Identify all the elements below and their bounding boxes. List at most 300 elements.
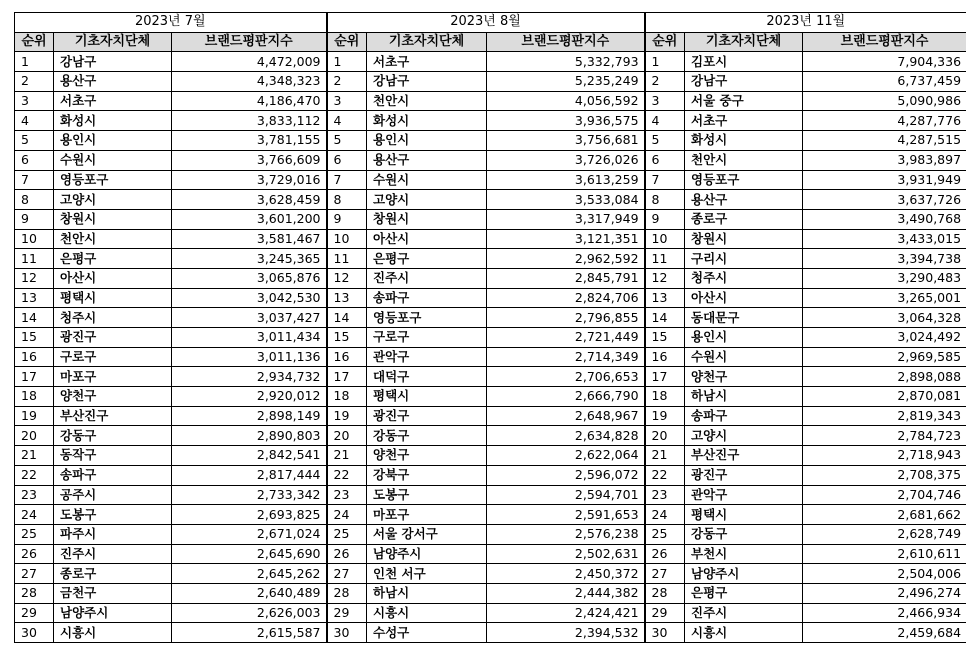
district-name-cell: 양천구 [54,387,172,407]
reputation-index-cell: 3,490,768 [803,209,966,229]
district-name-cell: 화성시 [367,111,487,131]
reputation-index-cell: 3,533,084 [487,190,645,210]
rank-cell: 26 [327,544,367,564]
rank-cell: 12 [327,268,367,288]
reputation-index-cell: 2,819,343 [803,406,966,426]
rank-cell: 30 [327,623,367,643]
district-name-cell: 창원시 [367,209,487,229]
reputation-index-cell: 3,726,026 [487,150,645,170]
reputation-index-cell: 2,824,706 [487,288,645,308]
rank-cell: 27 [327,564,367,584]
index-header: 브랜드평판지수 [803,32,966,52]
rank-cell: 19 [645,406,685,426]
rank-cell: 30 [645,623,685,643]
rank-cell: 3 [645,91,685,111]
district-name-cell: 송파구 [367,288,487,308]
reputation-index-cell: 2,934,732 [172,367,327,387]
reputation-index-cell: 3,637,726 [803,190,966,210]
rank-cell: 18 [327,387,367,407]
reputation-index-cell: 2,845,791 [487,268,645,288]
table-row [15,426,966,446]
reputation-index-cell: 2,784,723 [803,426,966,446]
district-name-cell: 영등포구 [685,170,803,190]
table-row [15,190,966,210]
rank-cell: 14 [645,308,685,328]
district-name-cell: 창원시 [54,209,172,229]
column-header-row [15,32,966,52]
rank-cell: 9 [645,209,685,229]
rank-cell: 12 [15,268,54,288]
rank-cell: 28 [327,583,367,603]
district-name-cell: 용인시 [685,328,803,348]
table-row [15,249,966,269]
reputation-index-cell: 3,064,328 [803,308,966,328]
reputation-index-cell: 2,969,585 [803,347,966,367]
reputation-index-cell: 2,615,587 [172,623,327,643]
reputation-index-cell: 2,962,592 [487,249,645,269]
rank-cell: 1 [645,52,685,72]
rank-cell: 23 [327,485,367,505]
rank-cell: 6 [327,150,367,170]
district-name-cell: 광진구 [367,406,487,426]
rank-cell: 27 [15,564,54,584]
district-name-cell: 평택시 [685,505,803,525]
district-name-cell: 천안시 [685,150,803,170]
district-name-cell: 강남구 [54,52,172,72]
rank-cell: 20 [645,426,685,446]
district-name-cell: 서울 중구 [685,91,803,111]
reputation-index-cell: 4,348,323 [172,72,327,92]
district-name-cell: 은평구 [685,583,803,603]
rank-header: 순위 [15,32,54,52]
name-header: 기초자치단체 [367,32,487,52]
rank-cell: 24 [645,505,685,525]
reputation-index-cell: 2,898,088 [803,367,966,387]
district-name-cell: 마포구 [54,367,172,387]
reputation-index-cell: 3,290,483 [803,268,966,288]
rank-cell: 28 [15,583,54,603]
reputation-index-cell: 2,502,631 [487,544,645,564]
district-name-cell: 은평구 [367,249,487,269]
rank-cell: 11 [15,249,54,269]
table-row [15,52,966,72]
rank-cell: 8 [645,190,685,210]
table-row [15,406,966,426]
rank-cell: 16 [645,347,685,367]
reputation-index-cell: 3,936,575 [487,111,645,131]
district-name-cell: 남양주시 [367,544,487,564]
reputation-index-cell: 4,287,515 [803,131,966,151]
reputation-index-cell: 2,645,690 [172,544,327,564]
reputation-index-cell: 2,640,489 [172,583,327,603]
rank-cell: 26 [645,544,685,564]
rank-cell: 11 [645,249,685,269]
rank-cell: 15 [327,328,367,348]
rank-cell: 14 [327,308,367,328]
reputation-index-cell: 5,332,793 [487,52,645,72]
reputation-index-cell: 2,666,790 [487,387,645,407]
district-name-cell: 구리시 [685,249,803,269]
rank-cell: 16 [327,347,367,367]
reputation-index-cell: 3,756,681 [487,131,645,151]
rank-cell: 26 [15,544,54,564]
period-label: 2023년 7월 [15,13,327,33]
reputation-index-cell: 2,450,372 [487,564,645,584]
rank-cell: 28 [645,583,685,603]
district-name-cell: 영등포구 [367,308,487,328]
district-name-cell: 용산구 [685,190,803,210]
district-name-cell: 창원시 [685,229,803,249]
rank-cell: 8 [327,190,367,210]
reputation-index-cell: 2,714,349 [487,347,645,367]
reputation-index-cell: 3,433,015 [803,229,966,249]
reputation-index-cell: 2,796,855 [487,308,645,328]
district-name-cell: 도봉구 [54,505,172,525]
rank-cell: 3 [327,91,367,111]
rank-cell: 17 [645,367,685,387]
district-name-cell: 강동구 [685,524,803,544]
rank-header: 순위 [645,32,685,52]
rank-cell: 18 [15,387,54,407]
district-name-cell: 공주시 [54,485,172,505]
rank-cell: 4 [645,111,685,131]
reputation-index-cell: 3,011,136 [172,347,327,367]
table-row [15,446,966,466]
reputation-index-cell: 2,706,653 [487,367,645,387]
rank-cell: 6 [15,150,54,170]
district-name-cell: 은평구 [54,249,172,269]
district-name-cell: 금천구 [54,583,172,603]
rank-cell: 22 [327,465,367,485]
rank-cell: 24 [327,505,367,525]
reputation-index-cell: 3,931,949 [803,170,966,190]
reputation-index-cell: 3,042,530 [172,288,327,308]
table-row [15,524,966,544]
district-name-cell: 평택시 [54,288,172,308]
district-name-cell: 천안시 [367,91,487,111]
district-name-cell: 진주시 [367,268,487,288]
district-name-cell: 수원시 [685,347,803,367]
district-name-cell: 광진구 [685,465,803,485]
district-name-cell: 김포시 [685,52,803,72]
district-name-cell: 부산진구 [685,446,803,466]
district-name-cell: 양천구 [685,367,803,387]
ranking-table-container [14,12,966,643]
reputation-index-cell: 4,186,470 [172,91,327,111]
table-row [15,288,966,308]
table-row [15,347,966,367]
reputation-index-cell: 5,090,986 [803,91,966,111]
reputation-index-cell: 2,842,541 [172,446,327,466]
district-name-cell: 동작구 [54,446,172,466]
table-row [15,308,966,328]
rank-cell: 30 [15,623,54,643]
reputation-index-cell: 4,287,776 [803,111,966,131]
rank-cell: 7 [645,170,685,190]
rank-cell: 1 [327,52,367,72]
district-name-cell: 천안시 [54,229,172,249]
table-row [15,72,966,92]
table-row [15,111,966,131]
rank-cell: 22 [645,465,685,485]
rank-cell: 8 [15,190,54,210]
table-row [15,150,966,170]
district-name-cell: 서초구 [54,91,172,111]
rank-cell: 10 [15,229,54,249]
rank-cell: 10 [327,229,367,249]
rank-cell: 25 [15,524,54,544]
rank-cell: 2 [327,72,367,92]
rank-cell: 22 [15,465,54,485]
table-row [15,367,966,387]
district-name-cell: 영등포구 [54,170,172,190]
district-name-cell: 청주시 [54,308,172,328]
district-name-cell: 서초구 [685,111,803,131]
district-name-cell: 종로구 [685,209,803,229]
reputation-index-cell: 2,817,444 [172,465,327,485]
reputation-index-cell: 2,444,382 [487,583,645,603]
district-name-cell: 용산구 [367,150,487,170]
district-name-cell: 수성구 [367,623,487,643]
district-name-cell: 강남구 [367,72,487,92]
district-name-cell: 아산시 [54,268,172,288]
reputation-index-cell: 2,466,934 [803,603,966,623]
district-name-cell: 진주시 [54,544,172,564]
district-name-cell: 구로구 [367,328,487,348]
reputation-index-cell: 2,718,943 [803,446,966,466]
district-name-cell: 화성시 [685,131,803,151]
rank-cell: 16 [15,347,54,367]
reputation-index-cell: 3,729,016 [172,170,327,190]
district-name-cell: 강북구 [367,465,487,485]
district-name-cell: 고양시 [685,426,803,446]
rank-cell: 5 [327,131,367,151]
district-name-cell: 용산구 [54,72,172,92]
reputation-index-cell: 2,459,684 [803,623,966,643]
district-name-cell: 하남시 [367,583,487,603]
rank-cell: 5 [645,131,685,151]
reputation-index-cell: 3,317,949 [487,209,645,229]
reputation-index-cell: 2,596,072 [487,465,645,485]
district-name-cell: 동대문구 [685,308,803,328]
reputation-index-cell: 2,645,262 [172,564,327,584]
district-name-cell: 관악구 [367,347,487,367]
table-row [15,170,966,190]
reputation-index-cell: 3,011,434 [172,328,327,348]
district-name-cell: 수원시 [367,170,487,190]
rank-cell: 3 [15,91,54,111]
district-name-cell: 아산시 [367,229,487,249]
rank-cell: 19 [15,406,54,426]
rank-header: 순위 [327,32,367,52]
period-header-row [15,13,966,33]
district-name-cell: 송파구 [54,465,172,485]
rank-cell: 12 [645,268,685,288]
reputation-index-cell: 2,496,274 [803,583,966,603]
table-row [15,91,966,111]
reputation-index-cell: 3,394,738 [803,249,966,269]
rank-cell: 18 [645,387,685,407]
district-name-cell: 도봉구 [367,485,487,505]
reputation-index-cell: 3,613,259 [487,170,645,190]
reputation-index-cell: 3,601,200 [172,209,327,229]
district-name-cell: 부산진구 [54,406,172,426]
reputation-index-cell: 2,424,421 [487,603,645,623]
district-name-cell: 용인시 [367,131,487,151]
district-name-cell: 남양주시 [54,603,172,623]
reputation-index-cell: 4,056,592 [487,91,645,111]
rank-cell: 23 [15,485,54,505]
reputation-index-cell: 7,904,336 [803,52,966,72]
rank-cell: 29 [327,603,367,623]
district-name-cell: 하남시 [685,387,803,407]
reputation-index-cell: 2,920,012 [172,387,327,407]
reputation-index-cell: 2,628,749 [803,524,966,544]
period-label: 2023년 8월 [327,13,645,33]
rank-cell: 29 [15,603,54,623]
reputation-index-cell: 2,622,064 [487,446,645,466]
rank-cell: 27 [645,564,685,584]
district-name-cell: 마포구 [367,505,487,525]
reputation-index-cell: 2,648,967 [487,406,645,426]
table-row [15,623,966,643]
reputation-index-cell: 2,594,701 [487,485,645,505]
rank-cell: 1 [15,52,54,72]
reputation-index-cell: 3,983,897 [803,150,966,170]
district-name-cell: 광진구 [54,328,172,348]
rank-cell: 13 [15,288,54,308]
table-row [15,564,966,584]
table-row [15,268,966,288]
district-name-cell: 평택시 [367,387,487,407]
reputation-index-cell: 2,671,024 [172,524,327,544]
district-name-cell: 화성시 [54,111,172,131]
rank-cell: 9 [327,209,367,229]
reputation-index-cell: 5,235,249 [487,72,645,92]
rank-cell: 25 [645,524,685,544]
table-row [15,131,966,151]
index-header: 브랜드평판지수 [172,32,327,52]
rank-cell: 13 [327,288,367,308]
reputation-index-cell: 2,634,828 [487,426,645,446]
table-row [15,209,966,229]
rank-cell: 4 [15,111,54,131]
rank-cell: 2 [645,72,685,92]
rank-cell: 5 [15,131,54,151]
rank-cell: 14 [15,308,54,328]
district-name-cell: 종로구 [54,564,172,584]
reputation-index-cell: 3,024,492 [803,328,966,348]
district-name-cell: 진주시 [685,603,803,623]
district-name-cell: 구로구 [54,347,172,367]
brand-reputation-table [14,12,966,643]
reputation-index-cell: 3,628,459 [172,190,327,210]
rank-cell: 17 [15,367,54,387]
table-row [15,544,966,564]
name-header: 기초자치단체 [685,32,803,52]
index-header: 브랜드평판지수 [487,32,645,52]
rank-cell: 4 [327,111,367,131]
rank-cell: 15 [645,328,685,348]
rank-cell: 23 [645,485,685,505]
district-name-cell: 용인시 [54,131,172,151]
district-name-cell: 관악구 [685,485,803,505]
rank-cell: 7 [15,170,54,190]
district-name-cell: 남양주시 [685,564,803,584]
district-name-cell: 시흥시 [54,623,172,643]
reputation-index-cell: 2,693,825 [172,505,327,525]
table-row [15,328,966,348]
reputation-index-cell: 2,576,238 [487,524,645,544]
table-row [15,505,966,525]
rank-cell: 20 [15,426,54,446]
rank-cell: 11 [327,249,367,269]
district-name-cell: 인천 서구 [367,564,487,584]
reputation-index-cell: 3,065,876 [172,268,327,288]
reputation-index-cell: 2,591,653 [487,505,645,525]
reputation-index-cell: 3,833,112 [172,111,327,131]
rank-cell: 15 [15,328,54,348]
district-name-cell: 대덕구 [367,367,487,387]
reputation-index-cell: 3,037,427 [172,308,327,328]
district-name-cell: 강동구 [367,426,487,446]
rank-cell: 21 [15,446,54,466]
district-name-cell: 청주시 [685,268,803,288]
reputation-index-cell: 3,265,001 [803,288,966,308]
district-name-cell: 강남구 [685,72,803,92]
reputation-index-cell: 3,781,155 [172,131,327,151]
rank-cell: 9 [15,209,54,229]
district-name-cell: 파주시 [54,524,172,544]
reputation-index-cell: 3,245,365 [172,249,327,269]
district-name-cell: 고양시 [54,190,172,210]
table-row [15,603,966,623]
reputation-index-cell: 2,870,081 [803,387,966,407]
reputation-index-cell: 2,708,375 [803,465,966,485]
rank-cell: 13 [645,288,685,308]
district-name-cell: 양천구 [367,446,487,466]
period-label: 2023년 11월 [645,13,966,33]
rank-cell: 6 [645,150,685,170]
rank-cell: 17 [327,367,367,387]
reputation-index-cell: 2,394,532 [487,623,645,643]
reputation-index-cell: 2,681,662 [803,505,966,525]
rank-cell: 29 [645,603,685,623]
reputation-index-cell: 2,704,746 [803,485,966,505]
reputation-index-cell: 2,721,449 [487,328,645,348]
reputation-index-cell: 2,733,342 [172,485,327,505]
table-row [15,485,966,505]
district-name-cell: 시흥시 [685,623,803,643]
table-row [15,583,966,603]
table-row [15,465,966,485]
district-name-cell: 고양시 [367,190,487,210]
district-name-cell: 강동구 [54,426,172,446]
district-name-cell: 수원시 [54,150,172,170]
table-row [15,387,966,407]
rank-cell: 19 [327,406,367,426]
district-name-cell: 송파구 [685,406,803,426]
reputation-index-cell: 3,766,609 [172,150,327,170]
rank-cell: 21 [327,446,367,466]
reputation-index-cell: 6,737,459 [803,72,966,92]
reputation-index-cell: 2,890,803 [172,426,327,446]
reputation-index-cell: 2,898,149 [172,406,327,426]
rank-cell: 25 [327,524,367,544]
rank-cell: 21 [645,446,685,466]
district-name-cell: 아산시 [685,288,803,308]
reputation-index-cell: 3,581,467 [172,229,327,249]
